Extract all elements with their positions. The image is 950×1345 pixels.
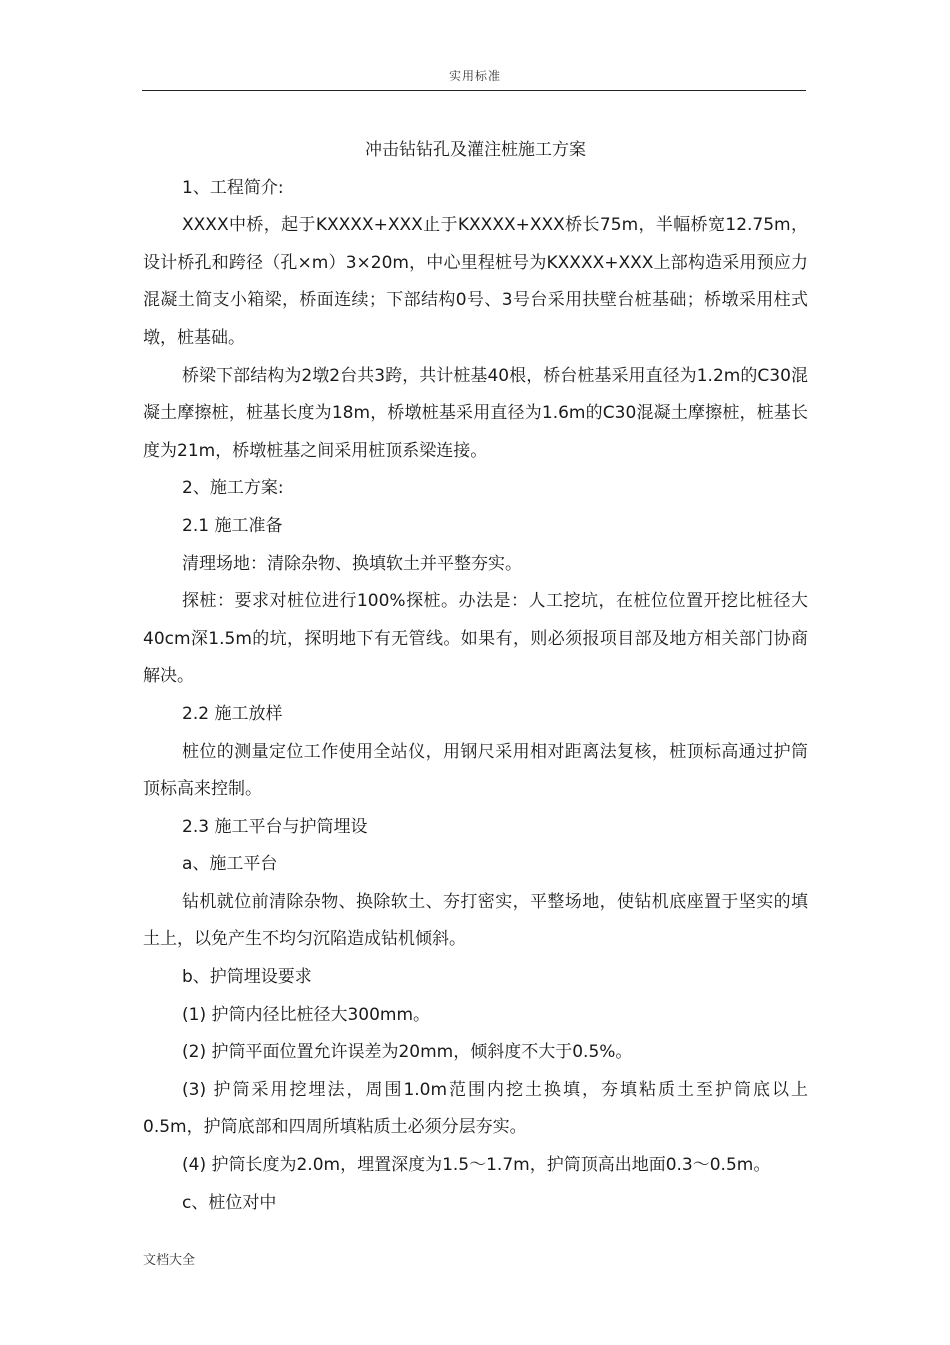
item-heading-platform: a、施工平台 xyxy=(182,854,278,875)
section-heading-plan: 2、施工方案: xyxy=(182,478,284,499)
list-item-casing-3: (3) 护筒采用挖埋法，周围1.0m范围内挖土换填，夯填粘质土至护筒底以上0.5m，护筒底部和四周所填粘质土必须分层夯实。 xyxy=(143,1079,808,1138)
header-divider xyxy=(142,90,806,91)
document-title: 冲击钻钻孔及灌注桩施工方案 xyxy=(365,140,586,160)
paragraph-project-intro: XXXX中桥，起于KXXXX+XXX止于KXXXX+XXX桥长75m，半幅桥宽12.75m，设计桥孔和跨径（孔×m）3×20m，中心里程桩号为KXXXX+XXX上部构造采用预应力混凝土简支小箱梁，桥面连续；下部结构0号、3号台采用扶壁台桩基础；桥墩采用柱式墩，桩基础。 xyxy=(143,215,808,348)
paragraph-survey: 桩位的测量定位工作使用全站仪，用钢尺采用相对距离法复核，桩顶标高通过护筒顶标高来控制。 xyxy=(143,741,808,800)
paragraph-substructure: 桥梁下部结构为2墩2台共3跨，共计桩基40根，桥台桩基采用直径为1.2m的C30混凝土摩擦桩，桩基长度为18m，桥墩桩基采用直径为1.6m的C30混凝土摩擦桩，桩基长度为21m，桥墩桩基之间采用桩顶系梁连接。 xyxy=(143,365,808,461)
subheading-platform-casing: 2.3 施工平台与护筒埋设 xyxy=(182,816,368,837)
item-heading-centering: c、桩位对中 xyxy=(182,1192,277,1213)
subheading-preparation: 2.1 施工准备 xyxy=(182,515,283,536)
list-item-casing-2: (2) 护筒平面位置允许误差为20mm，倾斜度不大于0.5%。 xyxy=(182,1042,633,1063)
item-heading-casing: b、护筒埋设要求 xyxy=(182,967,312,988)
list-item-casing-1: (1) 护筒内径比桩径大300mm。 xyxy=(182,1004,431,1025)
section-heading-overview: 1、工程简介: xyxy=(182,177,284,198)
page-footer: 文档大全 xyxy=(143,1253,196,1268)
list-item-casing-4: (4) 护筒长度为2.0m，埋置深度为1.5～1.7m，护筒顶高出地面0.3～0.5m。 xyxy=(182,1155,771,1176)
document-body xyxy=(143,132,808,1222)
paragraph-site-clearing: 清理场地：清除杂物、换填软土并平整夯实。 xyxy=(182,553,522,574)
paragraph-pile-probing: 探桩：要求对桩位进行100%探桩。办法是：人工挖坑，在桩位位置开挖比桩径大40cm深1.5m的坑，探明地下有无管线。如果有，则必须报项目部及地方相关部门协商解决。 xyxy=(143,591,808,687)
paragraph-platform: 钻机就位前清除杂物、换除软土、夯打密实，平整场地，使钻机底座置于坚实的填土上，以免产生不均匀沉陷造成钻机倾斜。 xyxy=(143,891,808,950)
subheading-layout: 2.2 施工放样 xyxy=(182,703,283,724)
page-header: 实用标准 xyxy=(448,69,501,83)
